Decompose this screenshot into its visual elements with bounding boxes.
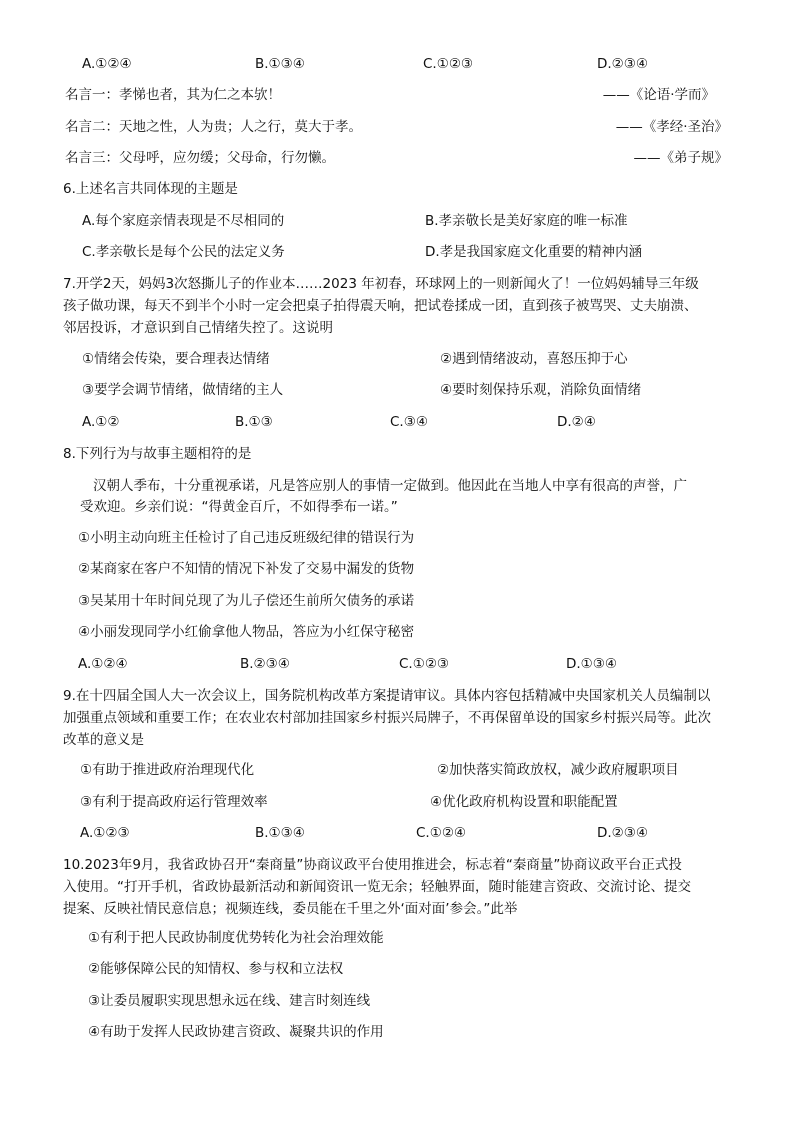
q9-stem-line-3: 改革的意义是 — [63, 732, 144, 748]
quote-1-source: ——《论语·学而》 — [602, 87, 715, 103]
q8-story-line-2: 受欢迎。乡亲们说：“得黄金百斤，不如得季布一诺。” — [80, 499, 398, 515]
q10-stem-line-3: 提案、反映社情民意信息；视频连线，委员能在千里之外‘面对面’参会。”此举 — [63, 901, 518, 917]
q6-option-c: C.孝亲敬长是每个公民的法定义务 — [82, 244, 285, 260]
q9-item-3: ③有利于提高政府运行管理效率 — [80, 794, 268, 810]
q7-item-1: ①情绪会传染，要合理表达情绪 — [82, 351, 270, 367]
q5-option-c: C.①②③ — [423, 56, 474, 72]
q8-option-d: D.①③④ — [566, 656, 617, 672]
q9-item-1: ①有助于推进政府治理现代化 — [80, 762, 255, 778]
q7-item-4: ④要时刻保持乐观，消除负面情绪 — [440, 382, 642, 398]
quote-3-source: ——《弟子规》 — [633, 150, 728, 166]
q8-story-line-1: 汉朝人季布，十分重视承诺，凡是答应别人的事情一定做到。他因此在当地人中享有很高的声誉，广 — [93, 478, 687, 494]
q7-item-2: ②遇到情绪波动，喜怒压抑于心 — [440, 351, 628, 367]
q8-option-b: B.②③④ — [240, 656, 290, 672]
quote-2-text: 名言二：天地之性，人为贵；人之行，莫大于孝。 — [65, 119, 362, 135]
q9-stem-line-1: 9.在十四届全国人大一次会议上，国务院机构改革方案提请审议。具体内容包括精减中央国家机关人员编制以 — [63, 688, 711, 704]
q8-item-4: ④小丽发现同学小红偷拿他人物品，答应为小红保守秘密 — [78, 624, 415, 640]
q10-item-1: ①有利于把人民政协制度优势转化为社会治理效能 — [88, 930, 384, 946]
q9-option-b: B.①③④ — [255, 825, 305, 841]
q7-item-3: ③要学会调节情绪，做情绪的主人 — [82, 382, 284, 398]
q6-option-d: D.孝是我国家庭文化重要的精神内涵 — [425, 244, 643, 260]
q9-option-a: A.①②③ — [80, 825, 130, 841]
q9-option-d: D.②③④ — [597, 825, 648, 841]
q5-option-a: A.①②④ — [82, 56, 132, 72]
q7-stem-line-3: 邻居投诉，才意识到自己情绪失控了。这说明 — [63, 320, 333, 336]
q6-option-a: A.每个家庭亲情表现是不尽相同的 — [82, 213, 285, 229]
q6-option-b: B.孝亲敬长是美好家庭的唯一标准 — [425, 213, 628, 229]
q10-item-2: ②能够保障公民的知情权、参与权和立法权 — [88, 961, 344, 977]
q7-option-a: A.①② — [82, 414, 120, 430]
q8-item-1: ①小明主动向班主任检讨了自己违反班级纪律的错误行为 — [78, 530, 415, 546]
q7-option-d: D.②④ — [557, 414, 596, 430]
quote-1-text: 名言一：孝悌也者，其为仁之本欤！ — [65, 87, 281, 103]
q7-stem-line-1: 7.开学2天，妈妈3次怒撕儿子的作业本……2023 年初春，环球网上的一则新闻火了！一位妈妈辅导三年级 — [63, 276, 699, 292]
q8-item-2: ②某商家在客户不知情的情况下补发了交易中漏发的货物 — [78, 561, 415, 577]
quote-2-source: ——《孝经·圣治》 — [615, 119, 728, 135]
q7-option-c: C.③④ — [390, 414, 428, 430]
q6-stem: 6.上述名言共同体现的主题是 — [63, 181, 238, 197]
q8-option-c: C.①②③ — [399, 656, 450, 672]
q8-option-a: A.①②④ — [78, 656, 128, 672]
q10-stem-line-2: 入使用。“打开手机，省政协最新活动和新闻资讯一览无余；轻触界面，随时能建言资政、交流讨论、提交 — [63, 879, 691, 895]
q10-item-4: ④有助于发挥人民政协建言资政、凝聚共识的作用 — [88, 1024, 384, 1040]
q10-stem-line-1: 10.2023年9月，我省政协召开“秦商量”协商议政平台使用推进会，标志着“秦商量”协商议政平台正式投 — [63, 857, 682, 873]
q5-option-b: B.①③④ — [255, 56, 305, 72]
q10-item-3: ③让委员履职实现思想永远在线、建言时刻连线 — [88, 993, 371, 1009]
q8-stem: 8.下列行为与故事主题相符的是 — [63, 446, 252, 462]
q7-option-b: B.①③ — [235, 414, 273, 430]
quote-3-text: 名言三：父母呼，应勿缓；父母命，行勿懒。 — [65, 150, 335, 166]
q5-option-d: D.②③④ — [597, 56, 648, 72]
q7-stem-line-2: 孩子做功课，每天不到半个小时一定会把桌子拍得震天响，把试卷揉成一团，直到孩子被骂哭、丈夫崩溃、 — [63, 298, 698, 314]
q9-stem-line-2: 加强重点领域和重要工作；在农业农村部加挂国家乡村振兴局牌子，不再保留单设的国家乡村振兴局等。此次 — [63, 710, 711, 726]
q9-option-c: C.①②④ — [416, 825, 467, 841]
q9-item-4: ④优化政府机构设置和职能配置 — [430, 794, 618, 810]
q8-item-3: ③吴某用十年时间兑现了为儿子偿还生前所欠债务的承诺 — [78, 593, 415, 609]
q9-item-2: ②加快落实简政放权，减少政府履职项目 — [437, 762, 679, 778]
